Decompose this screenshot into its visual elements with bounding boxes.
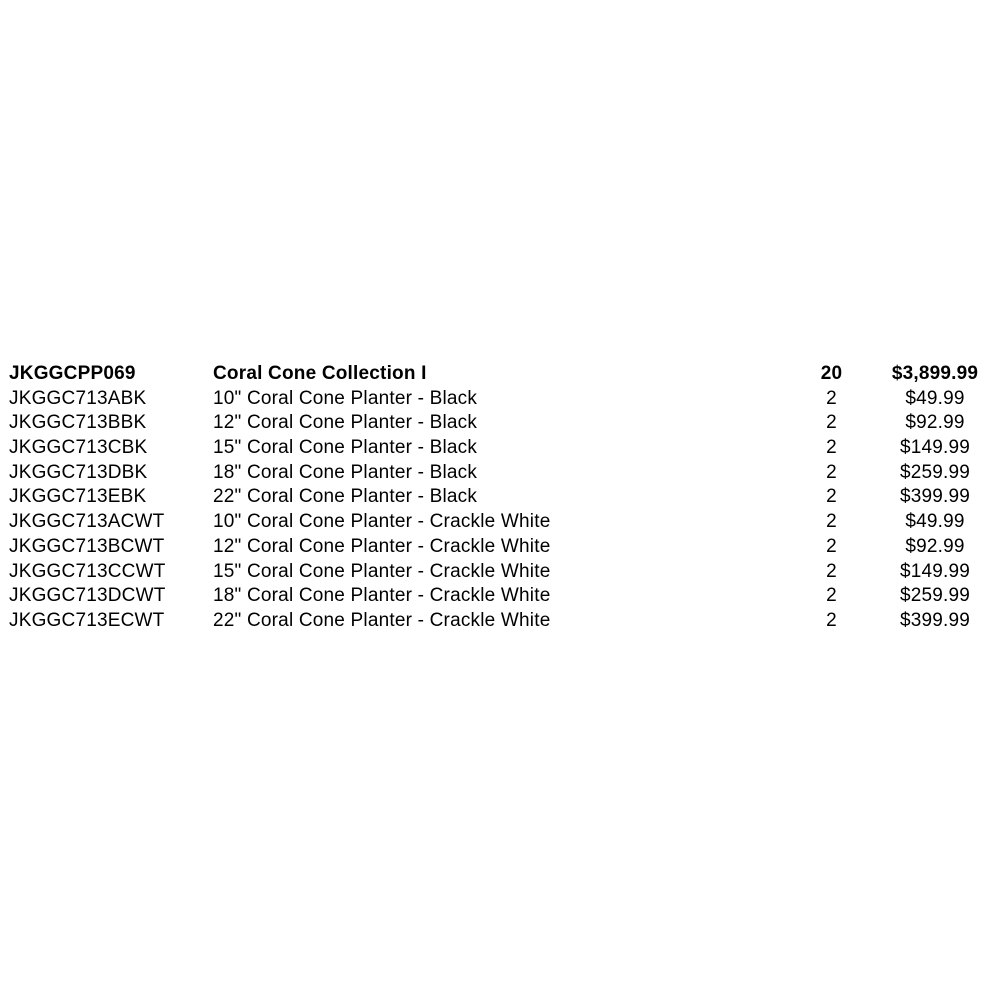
table-row xyxy=(0,510,1000,535)
item-price: $149.99 xyxy=(899,560,971,582)
item-qty: 2 xyxy=(826,461,837,483)
item-name: 15" Coral Cone Planter - Black xyxy=(213,437,478,459)
item-name: 12" Coral Cone Planter - Crackle White xyxy=(213,535,551,557)
item-price: $399.99 xyxy=(899,609,971,631)
item-sku: JKGGC713EBK xyxy=(9,486,147,508)
item-sku: JKGGC713ABK xyxy=(9,387,147,409)
item-qty: 2 xyxy=(826,387,837,409)
item-name: 22" Coral Cone Planter - Crackle White xyxy=(213,609,551,631)
item-name: 18" Coral Cone Planter - Crackle White xyxy=(213,585,551,607)
item-sku: JKGGC713BCWT xyxy=(9,535,165,557)
item-sku: JKGGC713CBK xyxy=(9,437,148,459)
item-qty: 2 xyxy=(826,585,837,607)
collection-name: Coral Cone Collection I xyxy=(213,363,427,384)
item-qty: 2 xyxy=(826,560,837,582)
table-row xyxy=(0,560,1000,585)
table-row xyxy=(0,461,1000,486)
item-price: $399.99 xyxy=(899,486,971,508)
item-price: $92.99 xyxy=(905,412,965,434)
table-row xyxy=(0,584,1000,609)
item-price: $49.99 xyxy=(905,511,965,533)
item-sku: JKGGC713ECWT xyxy=(9,609,165,631)
item-sku: JKGGC713BBK xyxy=(9,412,147,434)
table-row xyxy=(0,436,1000,461)
product-table xyxy=(0,362,1000,634)
item-price: $149.99 xyxy=(899,437,971,459)
item-sku: JKGGC713CCWT xyxy=(9,560,166,582)
item-name: 22" Coral Cone Planter - Black xyxy=(213,486,478,508)
item-name: 12" Coral Cone Planter - Black xyxy=(213,412,478,434)
item-name: 10" Coral Cone Planter - Crackle White xyxy=(213,511,551,533)
item-sku: JKGGC713ACWT xyxy=(9,511,165,533)
table-row xyxy=(0,609,1000,634)
item-price: $259.99 xyxy=(899,585,971,607)
item-qty: 2 xyxy=(826,511,837,533)
collection-row xyxy=(0,362,1000,387)
table-row xyxy=(0,411,1000,436)
item-price: $92.99 xyxy=(905,535,965,557)
item-qty: 2 xyxy=(826,412,837,434)
item-sku: JKGGC713DCWT xyxy=(9,585,166,607)
collection-qty: 20 xyxy=(820,363,843,384)
item-name: 18" Coral Cone Planter - Black xyxy=(213,461,478,483)
item-price: $259.99 xyxy=(899,461,971,483)
item-name: 15" Coral Cone Planter - Crackle White xyxy=(213,560,551,582)
item-qty: 2 xyxy=(826,486,837,508)
table-row xyxy=(0,485,1000,510)
collection-price: $3,899.99 xyxy=(891,363,979,384)
table-row xyxy=(0,387,1000,412)
item-qty: 2 xyxy=(826,609,837,631)
item-name: 10" Coral Cone Planter - Black xyxy=(213,387,478,409)
table-row xyxy=(0,535,1000,560)
collection-sku: JKGGCPP069 xyxy=(9,363,136,384)
item-qty: 2 xyxy=(826,535,837,557)
item-sku: JKGGC713DBK xyxy=(9,461,148,483)
item-price: $49.99 xyxy=(905,387,965,409)
item-qty: 2 xyxy=(826,437,837,459)
